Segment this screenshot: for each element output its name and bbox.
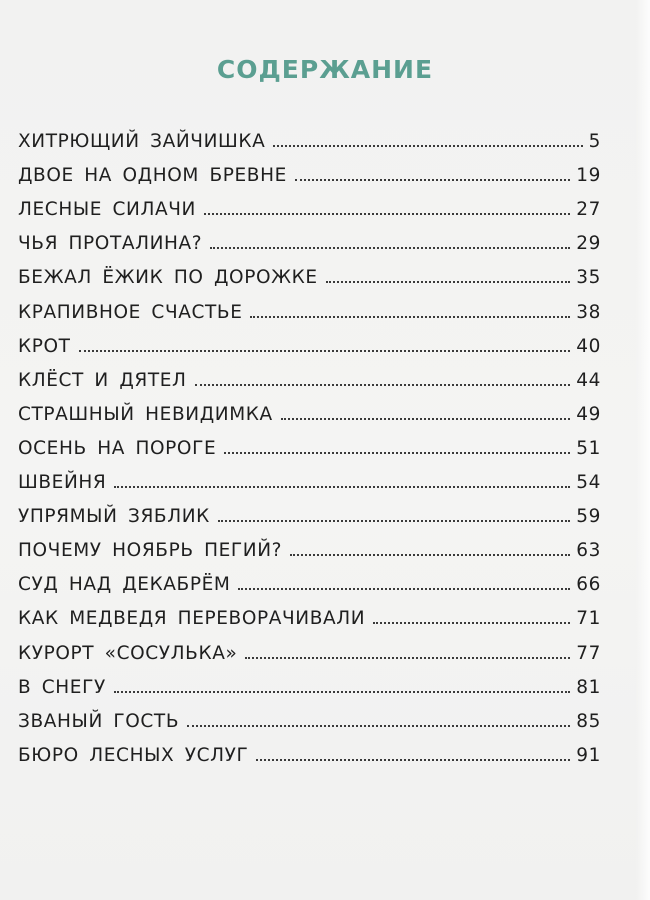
toc-entry-page: 29 <box>576 233 601 255</box>
toc-entry-title: КАК МЕДВЕДЯ ПЕРЕВОРАЧИВАЛИ <box>18 608 366 630</box>
toc-leader-dots <box>245 656 570 659</box>
toc-entry-title: ДВОЕ НА ОДНОМ БРЕВНЕ <box>18 165 287 187</box>
toc-leader-dots <box>210 246 570 249</box>
toc-entry <box>18 425 601 459</box>
toc-entry-title: БЮРО ЛЕСНЫХ УСЛУГ <box>18 744 249 766</box>
toc-entry <box>18 254 601 288</box>
toc-leader-dots <box>238 587 570 590</box>
toc-entry-page: 91 <box>576 744 601 766</box>
toc-entry-title: ХИТРЮЩИЙ ЗАЙЧИШКА <box>18 131 266 153</box>
toc-entry-title: КРОТ <box>18 335 71 357</box>
toc-entry-page: 44 <box>576 369 601 391</box>
toc-leader-dots <box>195 383 571 386</box>
toc-entry-page: 66 <box>576 574 601 596</box>
toc-entry-title: КЛЁСТ И ДЯТЕЛ <box>18 369 187 391</box>
toc-entry <box>18 152 601 186</box>
toc-entry <box>18 664 601 698</box>
table-of-contents <box>18 118 601 766</box>
toc-entry-page: 27 <box>576 199 601 221</box>
toc-leader-dots <box>79 349 571 352</box>
toc-entry <box>18 629 601 663</box>
toc-entry-page: 54 <box>576 472 601 494</box>
toc-entry <box>18 459 601 493</box>
toc-entry-page: 19 <box>576 165 601 187</box>
toc-entry-page: 81 <box>576 676 601 698</box>
toc-leader-dots <box>290 553 570 556</box>
toc-entry <box>18 118 601 152</box>
toc-entry <box>18 493 601 527</box>
toc-entry-page: 5 <box>588 131 601 153</box>
toc-entry-page: 38 <box>576 301 601 323</box>
toc-entry-page: 59 <box>576 506 601 528</box>
toc-leader-dots <box>281 417 571 420</box>
toc-entry <box>18 288 601 322</box>
toc-entry <box>18 391 601 425</box>
toc-entry <box>18 323 601 357</box>
toc-leader-dots <box>114 485 570 488</box>
toc-entry <box>18 561 601 595</box>
toc-leader-dots <box>187 724 570 727</box>
toc-entry-title: СУД НАД ДЕКАБРЁМ <box>18 574 231 596</box>
toc-entry-title: КУРОРТ «СОСУЛЬКА» <box>18 642 238 664</box>
toc-leader-dots <box>250 315 570 318</box>
toc-entry <box>18 186 601 220</box>
toc-entry-page: 63 <box>576 540 601 562</box>
toc-leader-dots <box>218 519 570 522</box>
toc-entry-page: 40 <box>576 335 601 357</box>
toc-entry-title: ОСЕНЬ НА ПОРОГЕ <box>18 437 217 459</box>
toc-leader-dots <box>256 758 570 761</box>
toc-leader-dots <box>273 144 582 147</box>
toc-entry <box>18 732 601 766</box>
toc-entry <box>18 527 601 561</box>
toc-entry <box>18 220 601 254</box>
toc-entry-title: ЗВАНЫЙ ГОСТЬ <box>18 710 180 732</box>
toc-entry-title: БЕЖАЛ ЁЖИК ПО ДОРОЖКЕ <box>18 267 318 289</box>
toc-entry-page: 77 <box>576 642 601 664</box>
page-title: СОДЕРЖАНИЕ <box>216 55 434 84</box>
toc-entry-title: КРАПИВНОЕ СЧАСТЬЕ <box>18 301 243 323</box>
toc-entry-title: УПРЯМЫЙ ЗЯБЛИК <box>18 506 210 528</box>
toc-entry-title: ПОЧЕМУ НОЯБРЬ ПЕГИЙ? <box>18 540 283 562</box>
toc-entry-page: 35 <box>576 267 601 289</box>
toc-entry <box>18 357 601 391</box>
toc-entry <box>18 595 601 629</box>
toc-leader-dots <box>204 212 570 215</box>
toc-entry-page: 49 <box>576 403 601 425</box>
toc-leader-dots <box>114 690 570 693</box>
toc-entry <box>18 698 601 732</box>
toc-entry-title: ШВЕЙНЯ <box>18 472 107 494</box>
toc-leader-dots <box>373 621 570 624</box>
toc-entry-title: В СНЕГУ <box>18 676 106 698</box>
toc-leader-dots <box>295 178 570 181</box>
toc-entry-title: ЛЕСНЫЕ СИЛАЧИ <box>18 199 196 221</box>
toc-entry-title: ЧЬЯ ПРОТАЛИНА? <box>18 233 203 255</box>
toc-entry-page: 51 <box>576 437 601 459</box>
toc-entry-page: 85 <box>576 710 601 732</box>
toc-leader-dots <box>326 280 571 283</box>
toc-entry-title: СТРАШНЫЙ НЕВИДИМКА <box>18 403 273 425</box>
toc-leader-dots <box>224 451 570 454</box>
toc-entry-page: 71 <box>576 608 601 630</box>
